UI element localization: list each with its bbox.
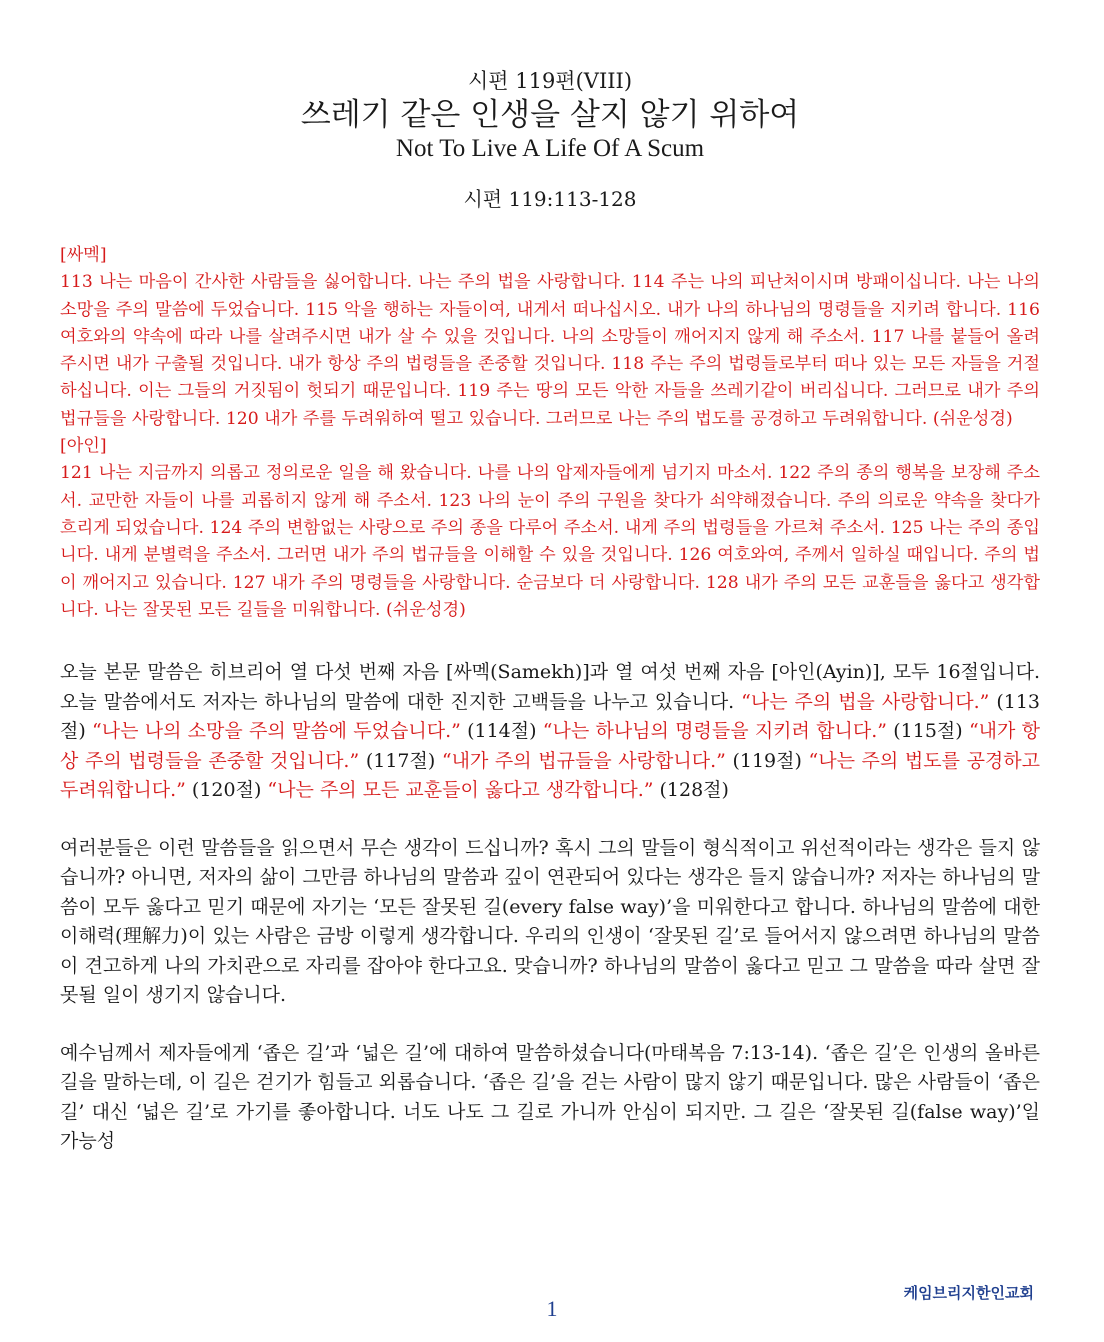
series-title: 시편 119편(VIII) — [467, 69, 633, 93]
quote-115: “나는 하나님의 명령들을 지키려 합니다.” — [542, 720, 887, 743]
intro-text: 오늘 본문 말씀은 히브리어 열 다섯 번째 자음 [싸멕(Samekh)]과 열 여섯 번째 자음 [아인(Ayin)], 모두 16절입니다. 오늘 말씀에서도 저자는 하나님의 말씀에 대한 진지한 고백들을 나누고 있습니다. — [60, 661, 1040, 713]
quote-113: “나는 주의 법을 사랑합니다.” — [741, 690, 990, 713]
sermon-title-korean: 쓰레기 같은 인생을 살지 않기 위하여 — [300, 97, 800, 133]
scripture-passage — [60, 242, 1040, 624]
quote-120: “나는 주의 법도를 공경하고 두려워합니다.” — [60, 749, 1040, 802]
verse-ref-128: (128절) — [653, 779, 729, 802]
body-paragraph-reflection: 여러분들은 이런 말씀들을 읽으면서 무슨 생각이 드십니까? 혹시 그의 말들이 형식적이고 위선적이라는 생각은 들지 않습니까? 아니면, 저자의 삶이 그만큼 하나님의 말씀과 깊이 연관되어 있다는 생각은 들지 않습니까? 저자는 하나님의 말씀이 모두 옳다고 믿기 때문에 자기는 ‘모든 잘못된 길(every false way)’을 미워한다고 합니다. 하나님의 말씀에 대한 이해력(理解力)이 있는 사람은 금방 이렇게 생각합니다. 우리의 인생이 ‘잘못된 길’로 들어서지 않으려면 하나님의 말씀이 견고하게 나의 가치관으로 자리를 잡아야 한다고요. 맞습니까? 하나님의 말씀이 옳다고 믿고 그 말씀을 따라 살면 잘못될 일이 생기지 않습니다. — [60, 836, 1040, 1007]
body-paragraph-narrow-way: 예수님께서 제자들에게 ‘좁은 길’과 ‘넓은 길’에 대하여 말씀하셨습니다(마태복음 7:13-14). ‘좁은 길’은 인생의 올바른 길을 말하는데, 이 길은 걷기가 힘들고 외롭습니다. ‘좁은 길’을 걷는 사람이 많지 않기 때문입니다. 많은 사람들이 ‘좁은 길’ 대신 ‘넓은 길’로 가기를 좋아합니다. 너도 나도 그 길로 가니까 안심이 되지만. 그 길은 ‘잘못된 길(false way)’일 가능성 — [60, 1041, 1040, 1153]
quote-114: “나는 나의 소망을 주의 말씀에 두었습니다.” — [92, 720, 461, 743]
document-page — [60, 60, 1040, 1157]
page-number: 1 — [546, 1296, 558, 1321]
verse-ref-113: (113절) — [60, 690, 1040, 743]
quote-117: “내가 항상 주의 법령들을 존중할 것입니다.” — [60, 720, 1040, 772]
verse-ref-115: (115절) — [886, 720, 969, 743]
verse-ref-119: (119절) — [725, 749, 809, 772]
verse-ref-114: (114절) — [460, 720, 543, 743]
sermon-title-english: Not To Live A Life Of A Scum — [395, 135, 705, 162]
verse-ref-120: (120절) — [185, 779, 268, 802]
sermon-header — [60, 68, 1040, 212]
scripture-reference: 시편 119:113-128 — [463, 187, 637, 211]
church-name-footer: 케임브리지한인교회 — [903, 1284, 1034, 1302]
quote-119: “내가 주의 법규들을 사랑합니다.” — [441, 749, 726, 772]
samekh-label: [싸멕] — [60, 245, 107, 265]
quote-128: “나는 주의 모든 교훈들이 옳다고 생각합니다.” — [267, 779, 654, 802]
ayin-label: [아인] — [60, 436, 107, 457]
verse-ref-117: (117절) — [359, 749, 442, 772]
body-paragraph-intro — [60, 658, 1040, 806]
ayin-verses: 121 나는 지금까지 의롭고 정의로운 일을 해 왔습니다. 나를 나의 압제자들에게 넘기지 마소서. 122 주의 종의 행복을 보장해 주소서. 교만한 자들이 나를 괴롭히지 않게 해 주소서. 123 나의 눈이 주의 구원을 찾다가 쇠약해졌습니다. 주의 의로운 약속을 찾다가 흐리게 되었습니다. 124 주의 변함없는 사랑으로 주의 종을 다루어 주소서. 내게 주의 법령들을 가르쳐 주소서. 125 나는 주의 종입니다. 내게 분별력을 주소서. 그러면 내가 주의 법규들을 이해할 수 있을 것입니다. 126 여호와여, 주께서 일하실 때입니다. 주의 법이 깨어지고 있습니다. 127 내가 주의 명령들을 사랑합니다. 순금보다 더 사랑합니다. 128 내가 주의 모든 교훈들을 옳다고 생각합니다. 나는 잘못된 모든 길들을 미워합니다. (쉬운성경) — [60, 463, 1041, 620]
samekh-verses: 113 나는 마음이 간사한 사람들을 싫어합니다. 나는 주의 법을 사랑합니다. 114 주는 나의 피난처이시며 방패이십니다. 나는 나의 소망을 주의 말씀에 두었습니다. 115 악을 행하는 자들이여, 내게서 떠나십시오. 내가 나의 하나님의 명령들을 지키려 합니다. 116 여호와의 약속에 따라 나를 살려주시면 내가 살 수 있을 것입니다. 나의 소망들이 깨어지지 않게 해 주소서. 117 나를 붙들어 올려 주시면 내가 구출될 것입니다. 내가 항상 주의 법령들을 존중할 것입니다. 118 주는 주의 법령들로부터 떠나 있는 모든 자들을 거절하십니다. 이는 그들의 거짓됨이 헛되기 때문입니다. 119 주는 땅의 모든 악한 자들을 쓰레기같이 버리십니다. 그러므로 내가 주의 법규들을 사랑합니다. 120 내가 주를 두려워하여 떨고 있습니다. 그러므로 나는 주의 법도를 공경하고 두려워합니다. (쉬운성경) — [60, 272, 1041, 429]
